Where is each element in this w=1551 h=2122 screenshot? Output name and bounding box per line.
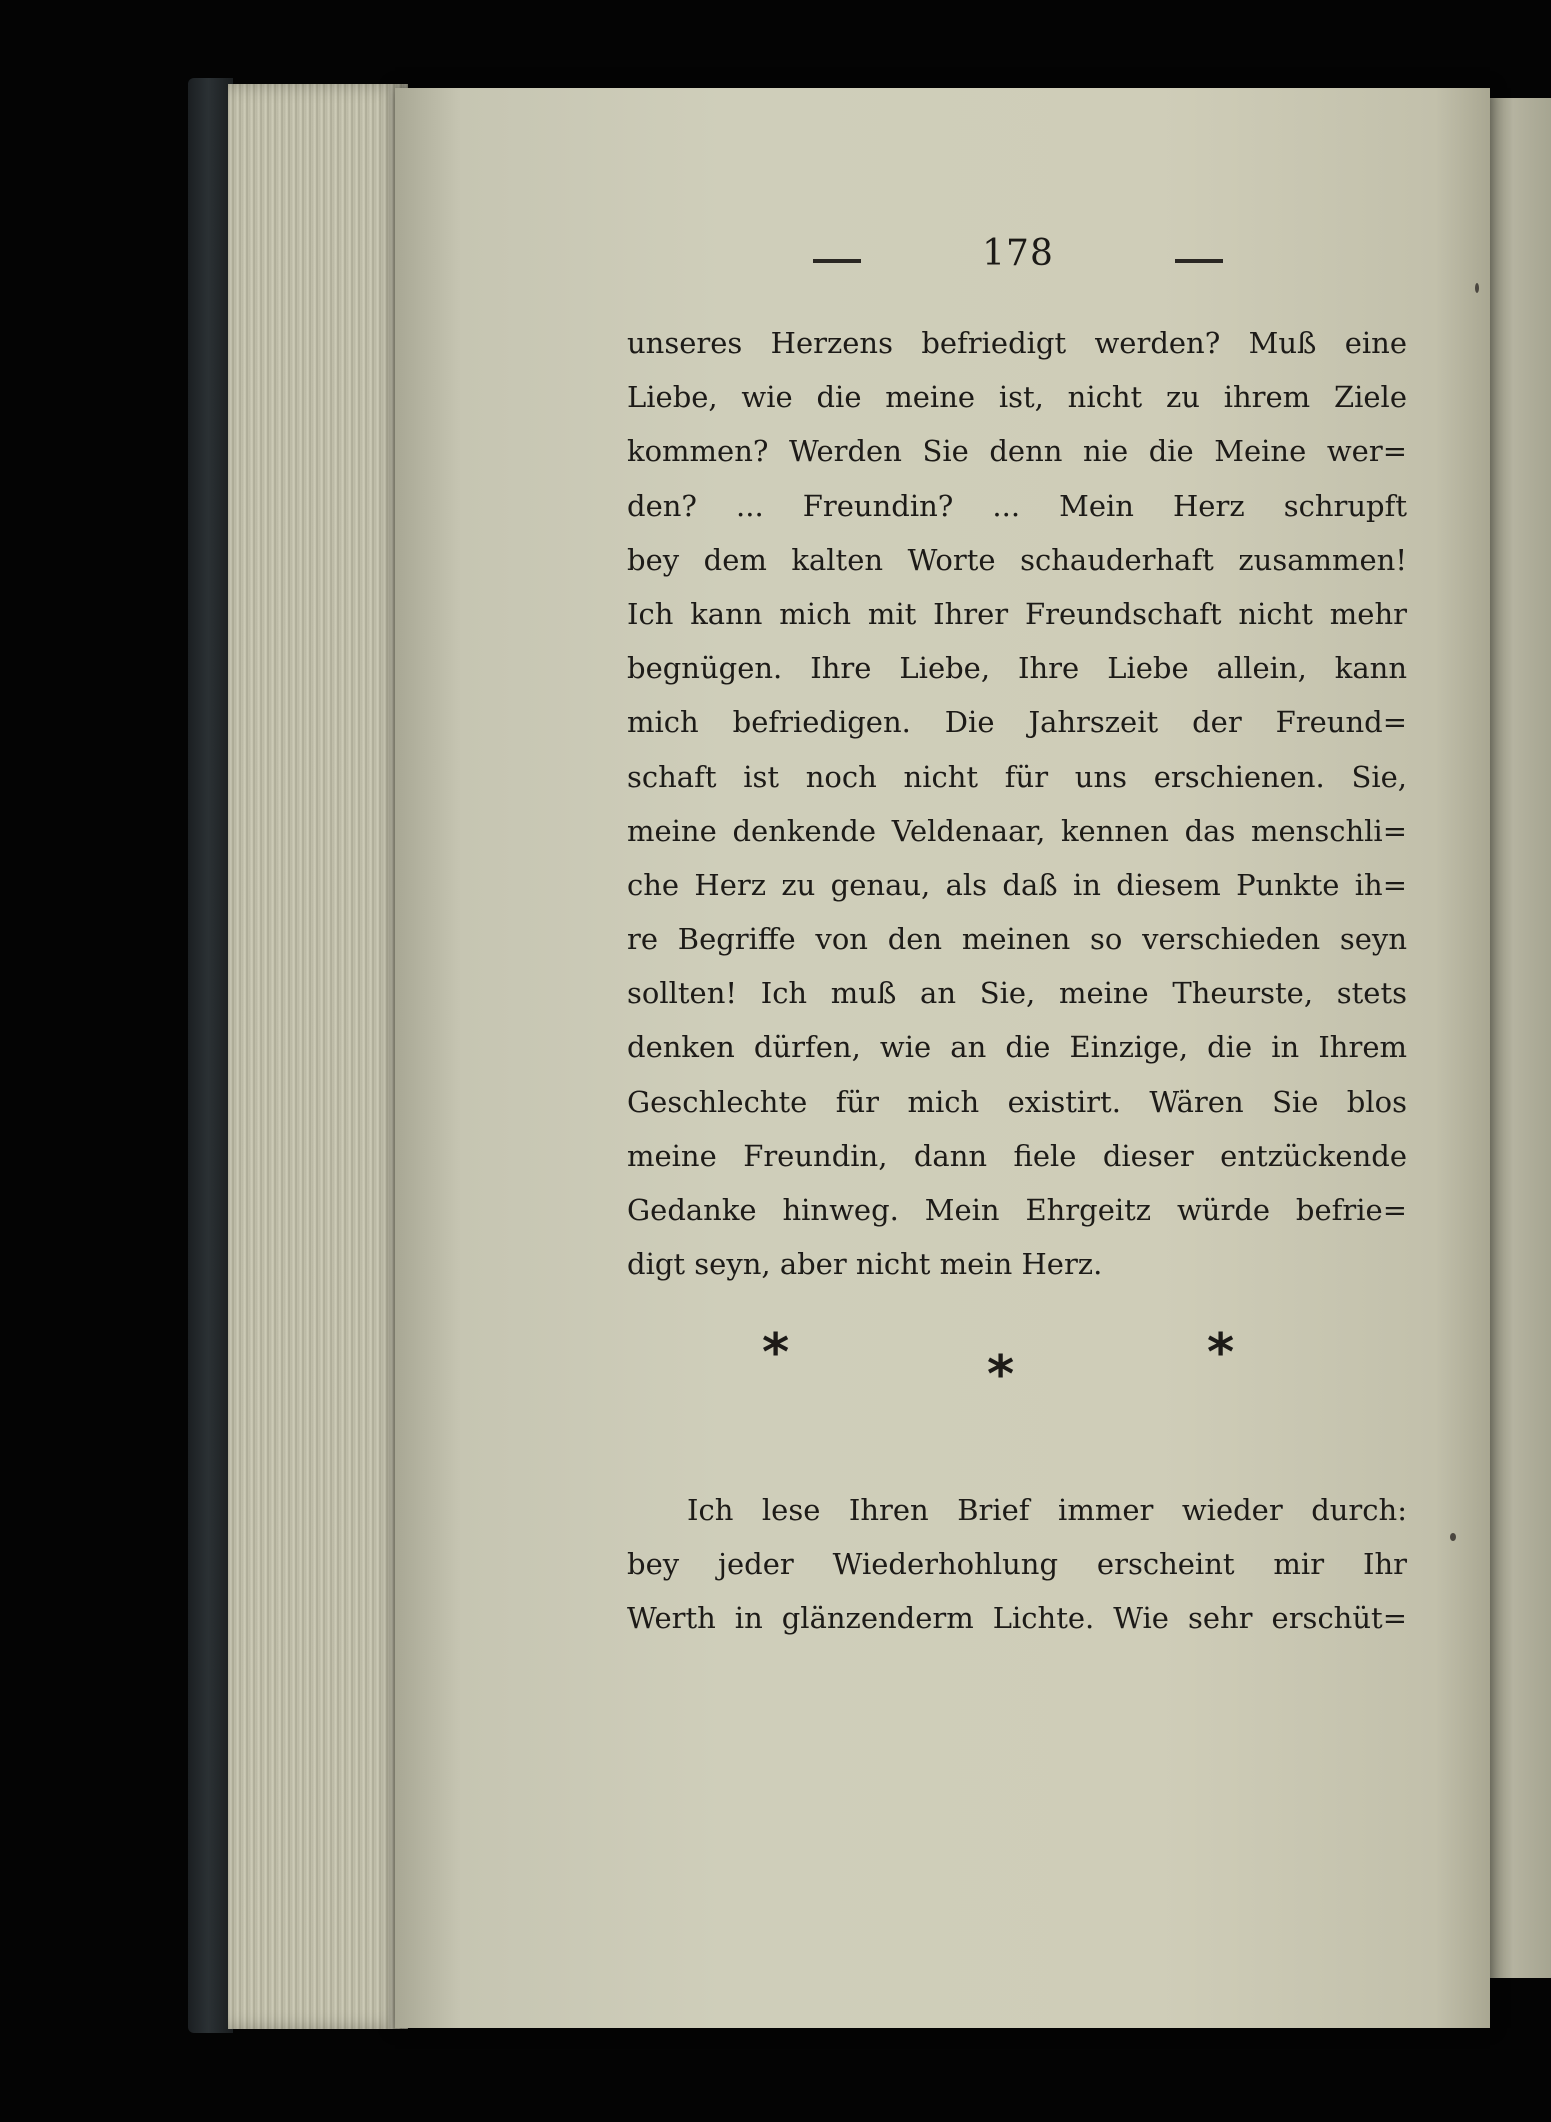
- text-line: Werth in glänzenderm Lichte. Wie sehr erschüt=: [627, 1601, 1407, 1636]
- text-line: kommen? Werden Sie denn nie die Meine wer=: [627, 434, 1407, 469]
- text-line: meine denkende Veldenaar, kennen das menschli=: [627, 813, 1407, 848]
- page-sheet: [395, 88, 1490, 2028]
- text-line: begnügen. Ihre Liebe, Ihre Liebe allein, kann: [627, 651, 1407, 686]
- paper-speck: [1475, 283, 1479, 293]
- text-line: sollten! Ich muß an Sie, meine Theurste, stets: [627, 976, 1407, 1011]
- text-line: Geschlechte für mich existirt. Wären Sie blos: [627, 1084, 1407, 1119]
- text-line: Liebe, wie die meine ist, nicht zu ihrem Ziele: [627, 380, 1407, 415]
- text-line: bey dem kalten Worte schauderhaft zusammen!: [627, 542, 1407, 577]
- page-stack-edges: [228, 84, 408, 2029]
- text-line: Gedanke hinweg. Mein Ehrgeitz würde befrie=: [627, 1193, 1407, 1227]
- header-dash-right: [1175, 259, 1223, 263]
- text-line: den? ... Freundin? ... Mein Herz schrupft: [627, 488, 1407, 523]
- book-cover-edge: [188, 78, 233, 2033]
- text-line: meine Freundin, dann fiele dieser entzückende: [627, 1138, 1407, 1173]
- text-line: Ich lese Ihren Brief immer wieder durch:: [687, 1493, 1407, 1527]
- page-number: 178: [982, 233, 1054, 274]
- text-line: Ich kann mich mit Ihrer Freundschaft nicht mehr: [627, 596, 1407, 631]
- text-line: mich befriedigen. Die Jahrszeit der Freund=: [627, 705, 1407, 740]
- paragraph-1: [627, 316, 1407, 1291]
- asterisk: *: [987, 1345, 1015, 1405]
- text-line: schaft ist noch nicht für uns erschienen. Sie,: [627, 759, 1407, 794]
- text-line: unseres Herzens befriedigt werden? Muß eine: [627, 326, 1407, 360]
- text-line: re Begriffe von den meinen so verschieden seyn: [627, 922, 1407, 957]
- adjacent-page-sliver: [1488, 98, 1551, 1978]
- text-line: bey jeder Wiederhohlung erscheint mir Ihr: [627, 1547, 1407, 1582]
- asterisk: *: [762, 1323, 790, 1383]
- asterisk: *: [1207, 1323, 1235, 1383]
- paragraph-2: [627, 1483, 1407, 1646]
- page-header: [623, 233, 1403, 293]
- paper-speck: [1450, 1533, 1456, 1541]
- text-line: che Herz zu genau, als daß in diesem Punkte ih=: [627, 867, 1407, 902]
- text-line: denken dürfen, wie an die Einzige, die in Ihrem: [627, 1030, 1407, 1065]
- text-line: digt seyn, aber nicht mein Herz.: [627, 1247, 1103, 1282]
- section-separator: [627, 1323, 1407, 1413]
